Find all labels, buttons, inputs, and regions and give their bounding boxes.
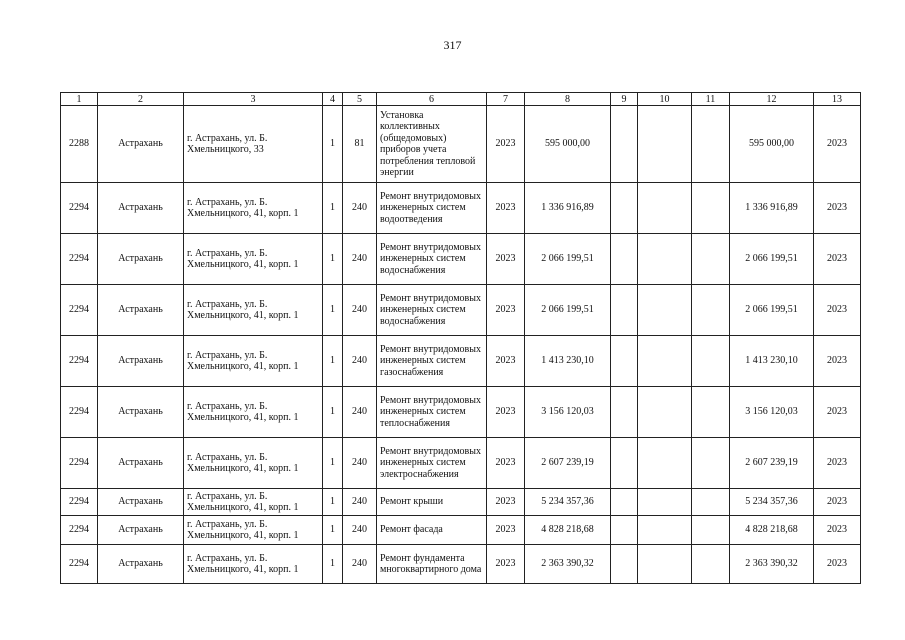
column-5-cell: 240	[343, 387, 377, 438]
column-number: 10	[638, 93, 692, 106]
column-number: 6	[377, 93, 487, 106]
column-9-cell	[611, 285, 638, 336]
completion-year-cell: 2023	[814, 285, 861, 336]
year-cell: 2023	[487, 545, 525, 584]
column-9-cell	[611, 387, 638, 438]
total-cost-cell: 2 607 239,19	[730, 438, 814, 489]
column-10-cell	[638, 183, 692, 234]
column-9-cell	[611, 438, 638, 489]
work-type-cell: Установка коллективных (общедомовых) приборов учета потребления тепловой энергии	[377, 106, 487, 183]
work-type-cell: Ремонт фасада	[377, 516, 487, 545]
column-5-cell: 240	[343, 516, 377, 545]
record-number: 2294	[61, 285, 98, 336]
record-number: 2294	[61, 489, 98, 516]
cost-cell: 4 828 218,68	[525, 516, 611, 545]
column-5-cell: 240	[343, 183, 377, 234]
column-10-cell	[638, 234, 692, 285]
column-9-cell	[611, 516, 638, 545]
table-row	[61, 106, 861, 183]
column-number: 5	[343, 93, 377, 106]
column-11-cell	[692, 336, 730, 387]
column-number: 13	[814, 93, 861, 106]
page-number: 317	[443, 38, 462, 52]
column-4-cell: 1	[323, 183, 343, 234]
record-number: 2294	[61, 387, 98, 438]
column-11-cell	[692, 387, 730, 438]
column-11-cell	[692, 183, 730, 234]
total-cost-cell: 2 066 199,51	[730, 285, 814, 336]
municipality-cell: Астрахань	[98, 183, 184, 234]
work-type-cell: Ремонт фундамента многоквартирного дома	[377, 545, 487, 584]
year-cell: 2023	[487, 106, 525, 183]
address-cell: г. Астрахань, ул. Б. Хмельницкого, 41, корп. 1	[184, 545, 323, 584]
column-11-cell	[692, 234, 730, 285]
table-row	[61, 438, 861, 489]
year-cell: 2023	[487, 285, 525, 336]
municipality-cell: Астрахань	[98, 489, 184, 516]
completion-year-cell: 2023	[814, 106, 861, 183]
cost-cell: 2 066 199,51	[525, 285, 611, 336]
cost-cell: 2 607 239,19	[525, 438, 611, 489]
column-4-cell: 1	[323, 387, 343, 438]
work-type-cell: Ремонт внутридомовых инженерных систем водоснабжения	[377, 234, 487, 285]
column-number: 9	[611, 93, 638, 106]
table-body	[61, 106, 861, 584]
work-type-cell: Ремонт крыши	[377, 489, 487, 516]
municipality-cell: Астрахань	[98, 516, 184, 545]
column-number: 4	[323, 93, 343, 106]
column-4-cell: 1	[323, 545, 343, 584]
record-number: 2294	[61, 183, 98, 234]
record-number: 2294	[61, 438, 98, 489]
column-5-cell: 240	[343, 336, 377, 387]
column-4-cell: 1	[323, 516, 343, 545]
municipality-cell: Астрахань	[98, 545, 184, 584]
column-4-cell: 1	[323, 106, 343, 183]
work-type-cell: Ремонт внутридомовых инженерных систем водоснабжения	[377, 285, 487, 336]
column-9-cell	[611, 234, 638, 285]
column-number: 2	[98, 93, 184, 106]
column-9-cell	[611, 336, 638, 387]
column-11-cell	[692, 106, 730, 183]
column-10-cell	[638, 489, 692, 516]
column-10-cell	[638, 387, 692, 438]
column-number: 3	[184, 93, 323, 106]
table-row	[61, 545, 861, 584]
table-row	[61, 234, 861, 285]
column-4-cell: 1	[323, 234, 343, 285]
total-cost-cell: 3 156 120,03	[730, 387, 814, 438]
column-number: 12	[730, 93, 814, 106]
completion-year-cell: 2023	[814, 387, 861, 438]
column-10-cell	[638, 545, 692, 584]
column-9-cell	[611, 489, 638, 516]
completion-year-cell: 2023	[814, 516, 861, 545]
cost-cell: 2 066 199,51	[525, 234, 611, 285]
total-cost-cell: 595 000,00	[730, 106, 814, 183]
municipality-cell: Астрахань	[98, 285, 184, 336]
repair-program-table	[60, 92, 861, 584]
municipality-cell: Астрахань	[98, 438, 184, 489]
column-11-cell	[692, 516, 730, 545]
column-5-cell: 240	[343, 285, 377, 336]
column-5-cell: 81	[343, 106, 377, 183]
column-11-cell	[692, 438, 730, 489]
address-cell: г. Астрахань, ул. Б. Хмельницкого, 41, корп. 1	[184, 336, 323, 387]
address-cell: г. Астрахань, ул. Б. Хмельницкого, 41, корп. 1	[184, 387, 323, 438]
record-number: 2294	[61, 234, 98, 285]
year-cell: 2023	[487, 183, 525, 234]
municipality-cell: Астрахань	[98, 106, 184, 183]
record-number: 2294	[61, 516, 98, 545]
column-11-cell	[692, 285, 730, 336]
column-5-cell: 240	[343, 234, 377, 285]
total-cost-cell: 1 336 916,89	[730, 183, 814, 234]
table-row	[61, 516, 861, 545]
total-cost-cell: 2 066 199,51	[730, 234, 814, 285]
year-cell: 2023	[487, 234, 525, 285]
total-cost-cell: 1 413 230,10	[730, 336, 814, 387]
column-5-cell: 240	[343, 545, 377, 584]
work-type-cell: Ремонт внутридомовых инженерных систем газоснабжения	[377, 336, 487, 387]
address-cell: г. Астрахань, ул. Б. Хмельницкого, 41, корп. 1	[184, 285, 323, 336]
total-cost-cell: 2 363 390,32	[730, 545, 814, 584]
year-cell: 2023	[487, 516, 525, 545]
column-4-cell: 1	[323, 285, 343, 336]
cost-cell: 1 336 916,89	[525, 183, 611, 234]
cost-cell: 5 234 357,36	[525, 489, 611, 516]
column-11-cell	[692, 545, 730, 584]
address-cell: г. Астрахань, ул. Б. Хмельницкого, 41, корп. 1	[184, 489, 323, 516]
column-9-cell	[611, 183, 638, 234]
cost-cell: 2 363 390,32	[525, 545, 611, 584]
completion-year-cell: 2023	[814, 545, 861, 584]
total-cost-cell: 4 828 218,68	[730, 516, 814, 545]
record-number: 2288	[61, 106, 98, 183]
completion-year-cell: 2023	[814, 183, 861, 234]
column-number-row	[61, 93, 861, 106]
column-11-cell	[692, 489, 730, 516]
column-9-cell	[611, 106, 638, 183]
column-number: 8	[525, 93, 611, 106]
table-row	[61, 489, 861, 516]
work-type-cell: Ремонт внутридомовых инженерных систем водоотведения	[377, 183, 487, 234]
table-row	[61, 183, 861, 234]
completion-year-cell: 2023	[814, 234, 861, 285]
column-4-cell: 1	[323, 336, 343, 387]
column-number: 1	[61, 93, 98, 106]
table-row	[61, 285, 861, 336]
address-cell: г. Астрахань, ул. Б. Хмельницкого, 41, корп. 1	[184, 516, 323, 545]
address-cell: г. Астрахань, ул. Б. Хмельницкого, 41, корп. 1	[184, 183, 323, 234]
column-10-cell	[638, 106, 692, 183]
completion-year-cell: 2023	[814, 438, 861, 489]
municipality-cell: Астрахань	[98, 234, 184, 285]
column-number: 11	[692, 93, 730, 106]
record-number: 2294	[61, 336, 98, 387]
column-number: 7	[487, 93, 525, 106]
column-4-cell: 1	[323, 489, 343, 516]
column-10-cell	[638, 438, 692, 489]
address-cell: г. Астрахань, ул. Б. Хмельницкого, 41, корп. 1	[184, 234, 323, 285]
column-10-cell	[638, 516, 692, 545]
column-5-cell: 240	[343, 438, 377, 489]
completion-year-cell: 2023	[814, 489, 861, 516]
column-5-cell: 240	[343, 489, 377, 516]
address-cell: г. Астрахань, ул. Б. Хмельницкого, 41, корп. 1	[184, 438, 323, 489]
cost-cell: 595 000,00	[525, 106, 611, 183]
record-number: 2294	[61, 545, 98, 584]
column-10-cell	[638, 285, 692, 336]
total-cost-cell: 5 234 357,36	[730, 489, 814, 516]
table-row	[61, 387, 861, 438]
work-type-cell: Ремонт внутридомовых инженерных систем электроснабжения	[377, 438, 487, 489]
year-cell: 2023	[487, 489, 525, 516]
cost-cell: 1 413 230,10	[525, 336, 611, 387]
work-type-cell: Ремонт внутридомовых инженерных систем теплоснабжения	[377, 387, 487, 438]
cost-cell: 3 156 120,03	[525, 387, 611, 438]
table-row	[61, 336, 861, 387]
year-cell: 2023	[487, 438, 525, 489]
year-cell: 2023	[487, 336, 525, 387]
column-4-cell: 1	[323, 438, 343, 489]
column-10-cell	[638, 336, 692, 387]
column-9-cell	[611, 545, 638, 584]
year-cell: 2023	[487, 387, 525, 438]
municipality-cell: Астрахань	[98, 387, 184, 438]
municipality-cell: Астрахань	[98, 336, 184, 387]
completion-year-cell: 2023	[814, 336, 861, 387]
address-cell: г. Астрахань, ул. Б. Хмельницкого, 33	[184, 106, 323, 183]
